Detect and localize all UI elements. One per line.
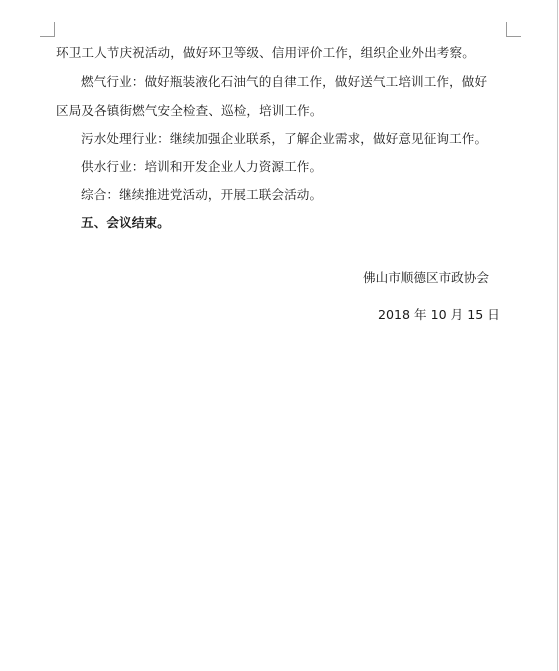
paragraph-sewage-industry: 污水处理行业：继续加强企业联系，了解企业需求，做好意见征询工作。 [81, 131, 488, 146]
paragraph-gas-industry: 燃气行业：做好瓶装液化石油气的自律工作，做好送气工培训工作，做好 [81, 74, 488, 89]
paragraph-water-supply-industry: 供水行业：培训和开发企业人力资源工作。 [81, 159, 323, 174]
margin-corner-mark-top-right [506, 22, 521, 37]
paragraph-general: 综合：继续推进党活动，开展工联会活动。 [81, 187, 323, 202]
margin-corner-mark-top-left [40, 22, 55, 37]
paragraph-line: 区局及各镇街燃气安全检查、巡检，培训工作。 [56, 103, 323, 118]
signature-organization: 佛山市顺德区市政协会 [363, 270, 489, 285]
paragraph-line: 环卫工人节庆祝活动，做好环卫等级、信用评价工作，组织企业外出考察。 [56, 45, 475, 60]
signature-date: 2018 年 10 月 15 日 [378, 307, 500, 322]
section-heading: 五、会议结束。 [81, 215, 170, 230]
